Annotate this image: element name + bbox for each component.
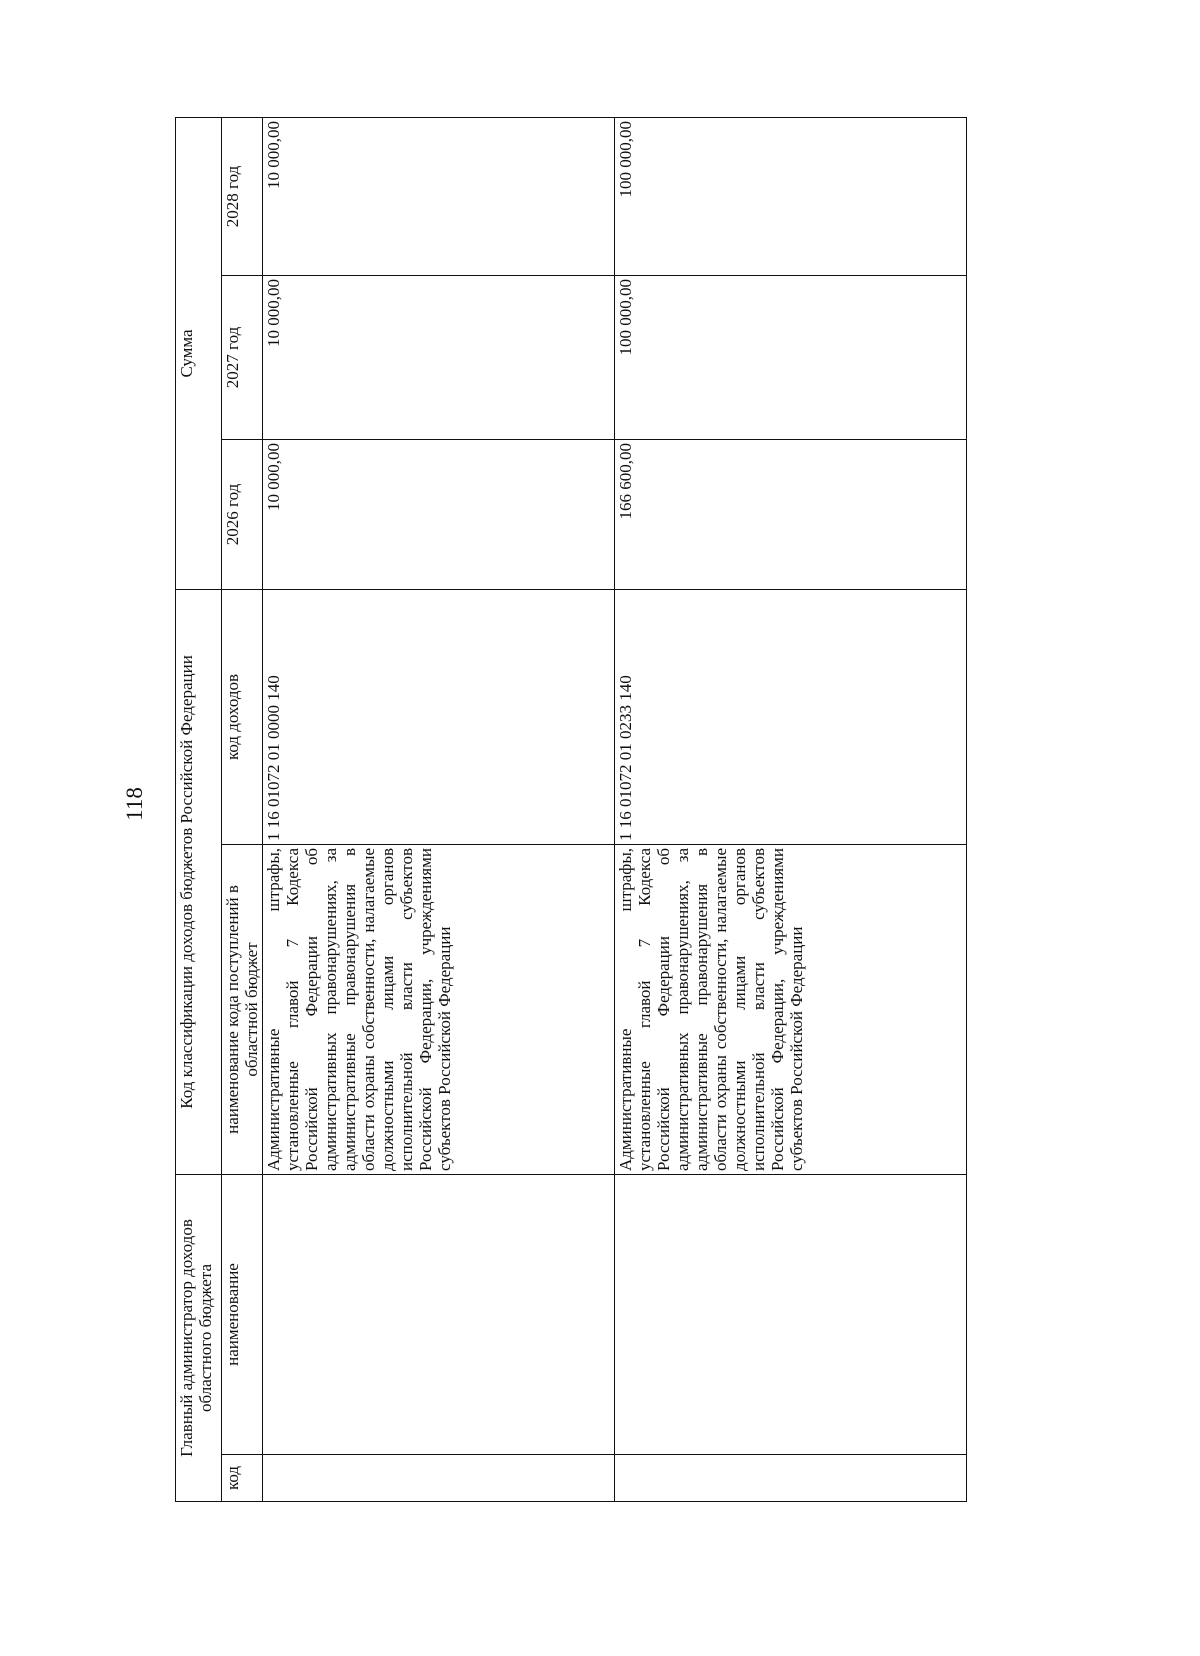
cell-sum-2027: 10 000,00 — [263, 275, 615, 439]
cell-income-name: Административные штрафы, установленные главой 7 Кодекса Российской Федерации об административных правонарушениях, за административные правонарушения в области охраны собственности, налагаемые должностными лицами органов исполнительной власти субъектов Российской Федерации, учреждениями субъектов Российской Федерации — [615, 845, 967, 1175]
page-number: 118 — [122, 787, 147, 821]
header-income-name: наименование кода поступлений в областной бюджет — [222, 845, 263, 1175]
header-kod: код — [222, 1455, 263, 1502]
cell-sum-2026: 10 000,00 — [263, 439, 615, 589]
header-admin-group: Главный администратор доходов областного бюджета — [176, 1175, 222, 1502]
cell-income-name: Административные штрафы, установленные главой 7 Кодекса Российской Федерации об административных правонарушениях, за административные правонарушения в области охраны собственности, налагаемые должностными лицами органов исполнительной власти субъектов Российской Федерации, учреждениями субъектов Российской Федерации — [263, 845, 615, 1175]
table-row — [263, 117, 615, 1501]
cell-income-code: 1 16 01072 01 0233 140 — [615, 589, 967, 844]
cell-income-code: 1 16 01072 01 0000 140 — [263, 589, 615, 844]
cell-sum-2026: 166 600,00 — [615, 439, 967, 589]
header-income-code: код доходов — [222, 589, 263, 844]
cell-sum-2027: 100 000,00 — [615, 275, 967, 439]
header-2028: 2028 год — [222, 117, 263, 275]
cell-kod — [615, 1455, 967, 1502]
header-sum-group: Сумма — [176, 117, 222, 589]
header-admin-name: наименование — [222, 1175, 263, 1455]
revenue-table — [175, 117, 967, 1502]
header-classification-group: Код классификации доходов бюджетов Российской Федерации — [176, 589, 222, 1174]
cell-admin-name — [615, 1175, 967, 1455]
cell-sum-2028: 100 000,00 — [615, 117, 967, 275]
cell-kod — [263, 1455, 615, 1502]
header-2026: 2026 год — [222, 439, 263, 589]
header-2027: 2027 год — [222, 275, 263, 439]
rotated-table-wrapper — [175, 118, 967, 1502]
cell-admin-name — [263, 1175, 615, 1455]
table-row — [615, 117, 967, 1501]
cell-sum-2028: 10 000,00 — [263, 117, 615, 275]
